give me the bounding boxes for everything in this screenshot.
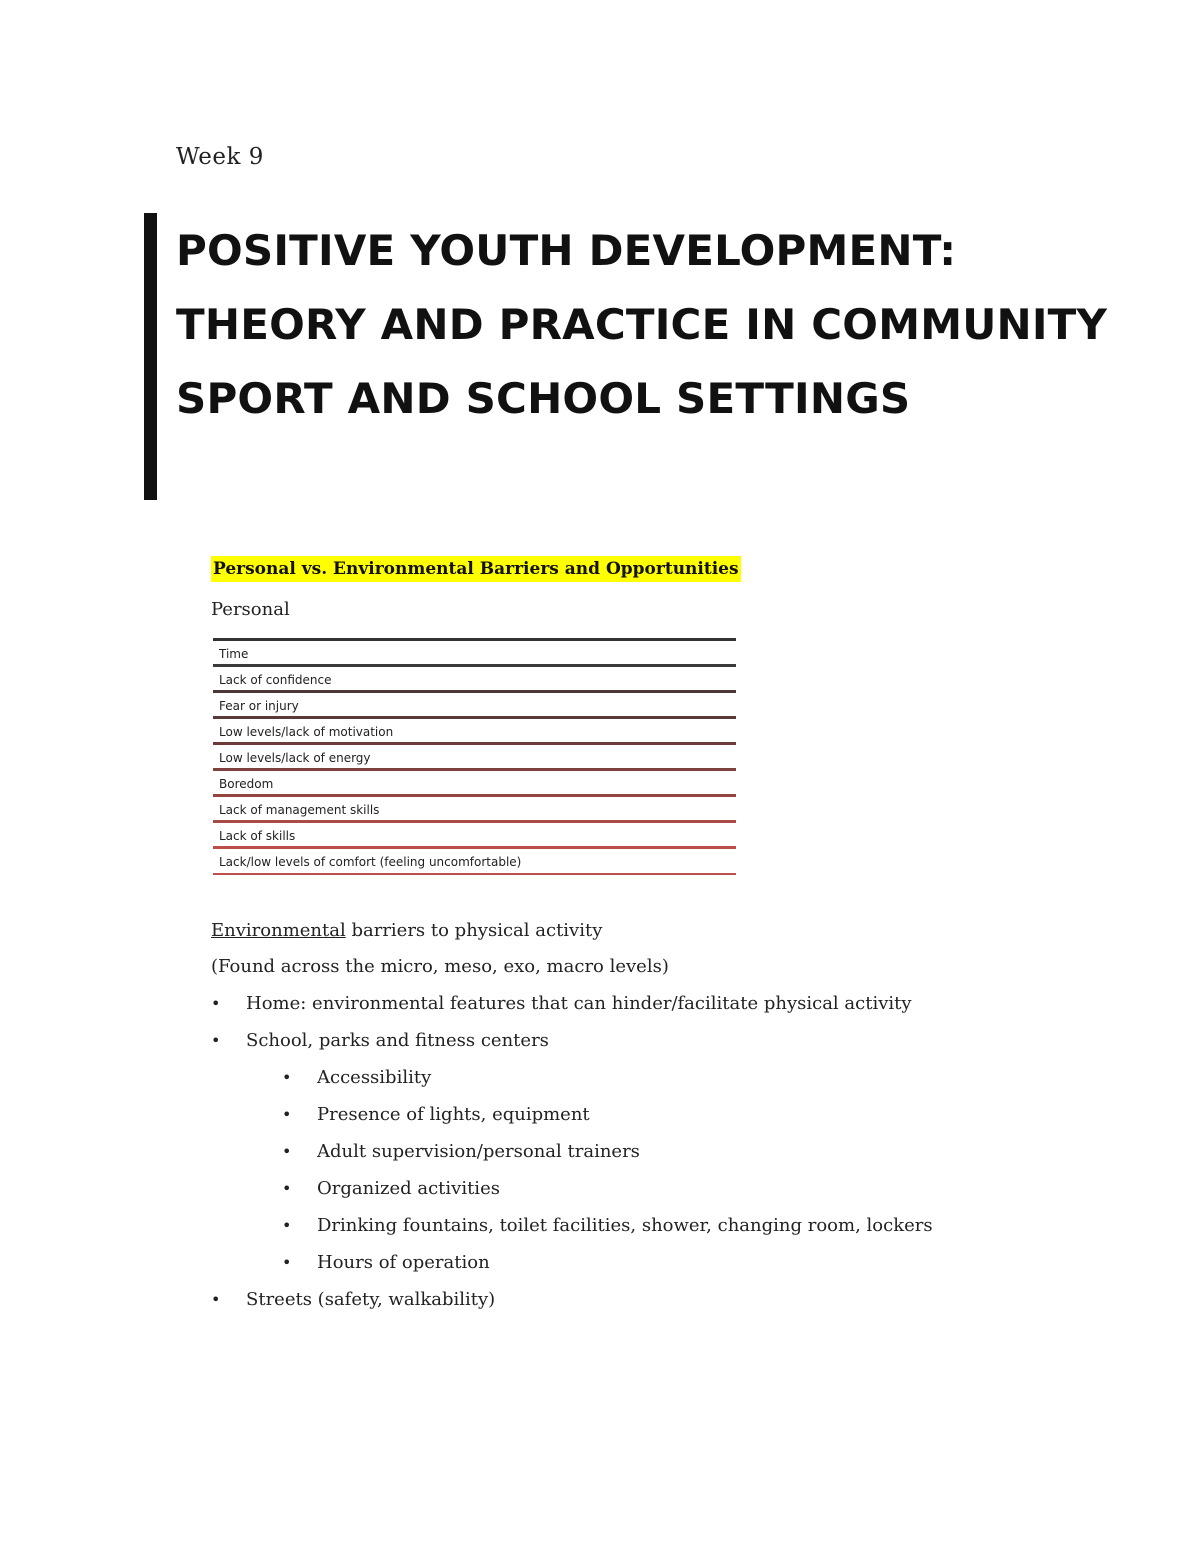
section-heading-highlighted: Personal vs. Environmental Barriers and Opportunities <box>211 556 741 582</box>
barrier-row: Low levels/lack of energy <box>213 745 736 771</box>
bullet-icon: • <box>282 1216 292 1235</box>
bullet-icon: • <box>211 994 221 1013</box>
list-item-text: Home: environmental features that can hinder/facilitate physical activity <box>246 993 912 1014</box>
personal-barriers-table <box>213 638 736 875</box>
list-item <box>211 1028 1111 1054</box>
barrier-row: Time <box>213 641 736 667</box>
list-item-text: School, parks and fitness centers <box>246 1030 549 1051</box>
barrier-row: Lack of confidence <box>213 667 736 693</box>
sub-list-item <box>211 1250 1111 1276</box>
list-item <box>211 1287 1111 1313</box>
environmental-subheading: (Found across the micro, meso, exo, macro levels) <box>211 956 669 977</box>
bullet-icon: • <box>211 1290 221 1309</box>
list-item-text: Streets (safety, walkability) <box>246 1289 496 1310</box>
bullet-icon: • <box>211 1031 221 1050</box>
bullet-icon: • <box>282 1068 292 1087</box>
week-label: Week 9 <box>176 144 264 170</box>
environmental-heading-underlined: Environmental <box>211 920 346 941</box>
bullet-icon: • <box>282 1179 292 1198</box>
bullet-icon: • <box>282 1142 292 1161</box>
bullet-icon: • <box>282 1105 292 1124</box>
bullet-icon: • <box>282 1253 292 1272</box>
environmental-heading <box>211 918 1111 944</box>
barrier-row: Low levels/lack of motivation <box>213 719 736 745</box>
sub-list-item-text: Accessibility <box>317 1067 432 1088</box>
sub-list-item <box>211 1176 1111 1202</box>
title-accent-bar <box>144 213 157 500</box>
barrier-row: Boredom <box>213 771 736 797</box>
sub-list-item <box>211 1213 1111 1239</box>
personal-label: Personal <box>211 599 290 620</box>
barrier-row: Lack/low levels of comfort (feeling uncomfortable) <box>213 849 736 875</box>
document-title: POSITIVE YOUTH DEVELOPMENT: THEORY AND PRACTICE IN COMMUNITY SPORT AND SCHOOL SETTINGS <box>176 226 1108 423</box>
barrier-row: Fear or injury <box>213 693 736 719</box>
sub-list-item-text: Adult supervision/personal trainers <box>317 1141 640 1162</box>
barrier-row: Lack of management skills <box>213 797 736 823</box>
sub-list-item-text: Presence of lights, equipment <box>317 1104 590 1125</box>
sub-list-item-text: Drinking fountains, toilet facilities, shower, changing room, lockers <box>317 1215 933 1236</box>
environmental-heading-rest: barriers to physical activity <box>345 920 603 941</box>
environmental-section <box>211 918 1111 1313</box>
sub-list-item <box>211 1102 1111 1128</box>
environmental-list <box>211 991 1111 1313</box>
sub-list-item-text: Hours of operation <box>317 1252 490 1273</box>
sub-list-item <box>211 1139 1111 1165</box>
sub-list-item-text: Organized activities <box>317 1178 500 1199</box>
list-item <box>211 991 1111 1017</box>
sub-list-item <box>211 1065 1111 1091</box>
barrier-row: Lack of skills <box>213 823 736 849</box>
